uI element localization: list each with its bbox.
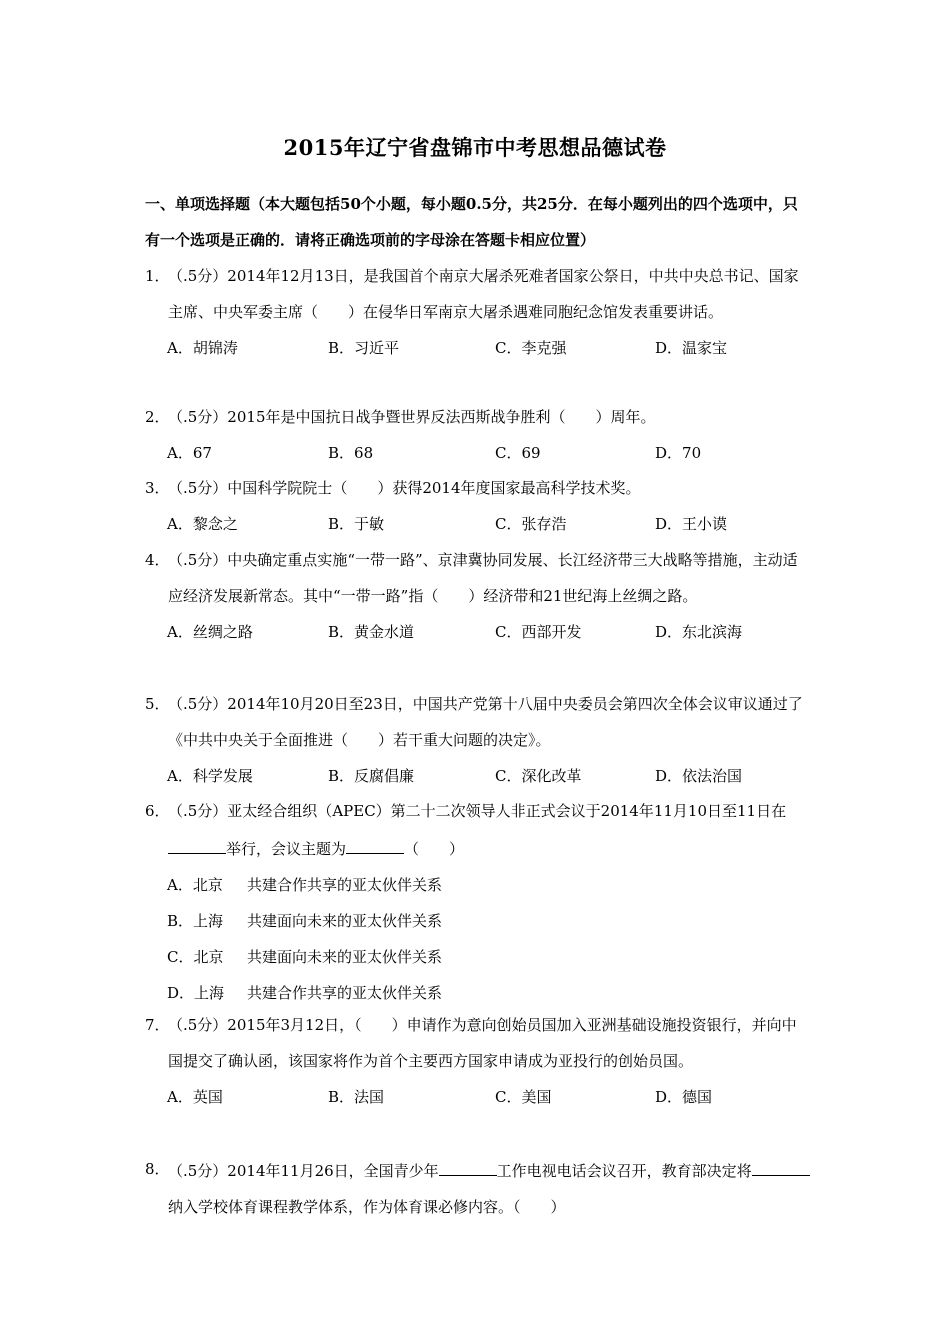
option-row xyxy=(145,506,810,542)
question-2 xyxy=(145,399,810,471)
option-row xyxy=(145,435,810,471)
option-b[interactable]: B．于敏 xyxy=(328,515,385,533)
option-row xyxy=(145,1079,810,1115)
option-b[interactable]: B．68 xyxy=(328,444,374,462)
question-text: 纳入学校体育课程教学体系，作为体育课必修内容。（ ） xyxy=(168,1198,566,1216)
option-a[interactable]: A．丝绸之路 xyxy=(167,623,253,641)
option-c[interactable]: C．深化改革 xyxy=(495,767,582,785)
question-7 xyxy=(145,1007,810,1115)
question-text: （.5分）中央确定重点实施“一带一路”、京津冀协同发展、长江经济带三大战略等措施，主动适应经济发展新常态。其中“一带一路”指（ ）经济带和21世纪海上丝绸之路。 xyxy=(168,551,798,605)
question-text: （.5分）2015年是中国抗日战争暨世界反法西斯战争胜利（ ）周年。 xyxy=(168,408,656,426)
option-b[interactable]: B．习近平 xyxy=(328,339,400,357)
option-d[interactable]: D．70 xyxy=(655,444,702,462)
question-number: 4． xyxy=(145,551,170,569)
question-number: 2． xyxy=(145,408,170,426)
answer-blank[interactable] xyxy=(752,1151,810,1176)
option-c[interactable]: C．69 xyxy=(495,444,541,462)
option-d[interactable]: D．德国 xyxy=(655,1088,713,1106)
option-b[interactable]: B．反腐倡廉 xyxy=(328,767,415,785)
option-d[interactable]: D．依法治国 xyxy=(655,767,743,785)
question-text: （.5分）亚太经合组织（APEC）第二十二次领导人非正式会议于2014年11月10日至11日在 xyxy=(168,802,787,820)
answer-blank[interactable] xyxy=(439,1151,497,1176)
option-row xyxy=(145,330,810,366)
option-c[interactable]: C．北京 共建面向未来的亚太伙伴关系 xyxy=(167,948,443,966)
option-c[interactable]: C．美国 xyxy=(495,1088,552,1106)
question-text: （.5分）2014年12月13日，是我国首个南京大屠杀死难者国家公祭日，中共中央总书记、国家主席、中央军委主席（ ）在侵华日军南京大屠杀遇难同胞纪念馆发表重要讲话。 xyxy=(168,267,799,321)
option-d[interactable]: D．温家宝 xyxy=(655,339,728,357)
option-b[interactable]: B．黄金水道 xyxy=(328,623,415,641)
option-a[interactable]: A．黎念之 xyxy=(167,515,238,533)
question-text: 工作电视电话会议召开，教育部决定将 xyxy=(496,1162,752,1180)
option-c[interactable]: C．张存浩 xyxy=(495,515,567,533)
question-3 xyxy=(145,470,810,542)
question-5 xyxy=(145,686,810,794)
question-number: 3． xyxy=(145,479,170,497)
question-6 xyxy=(145,793,810,1011)
question-text: （.5分）2015年3月12日，（ ）申请作为意向创始员国加入亚洲基础设施投资银行，并向中国提交了确认函，该国家将作为首个主要西方国家申请成为亚投行的创始员国。 xyxy=(168,1016,797,1070)
option-d[interactable]: D．王小谟 xyxy=(655,515,728,533)
question-number: 7． xyxy=(145,1016,170,1034)
question-number: 6． xyxy=(145,802,170,820)
question-8 xyxy=(145,1151,810,1225)
question-text: （.5分）2014年10月20日至23日，中国共产党第十八届中央委员会第四次全体会议审议通过了《中共中央关于全面推进（ ）若干重大问题的决定》。 xyxy=(168,695,803,749)
question-text: （ ） xyxy=(404,840,465,858)
option-b[interactable]: B．上海 共建面向未来的亚太伙伴关系 xyxy=(167,912,443,930)
option-d[interactable]: D．上海 共建合作共享的亚太伙伴关系 xyxy=(167,984,443,1002)
option-c[interactable]: C．西部开发 xyxy=(495,623,582,641)
option-d[interactable]: D．东北滨海 xyxy=(655,623,743,641)
question-1 xyxy=(145,258,810,366)
question-text: （.5分）2014年11月26日，全国青少年 xyxy=(168,1162,439,1180)
page-title: 2015年辽宁省盘锦市中考思想品德试卷 xyxy=(283,135,667,160)
option-row xyxy=(145,758,810,794)
question-4 xyxy=(145,542,810,650)
answer-blank[interactable] xyxy=(346,829,404,854)
answer-blank[interactable] xyxy=(168,829,226,854)
question-text: （.5分）中国科学院院士（ ）获得2014年度国家最高科学技术奖。 xyxy=(168,479,641,497)
question-text: 举行，会议主题为 xyxy=(226,840,347,858)
option-a[interactable]: A．胡锦涛 xyxy=(167,339,238,357)
option-a[interactable]: A．67 xyxy=(167,444,212,462)
question-number: 1． xyxy=(145,267,170,285)
option-a[interactable]: A．北京 共建合作共享的亚太伙伴关系 xyxy=(167,876,443,894)
question-number: 8． xyxy=(145,1160,170,1178)
option-b[interactable]: B．法国 xyxy=(328,1088,385,1106)
section-heading: 一、单项选择题（本大题包括50个小题，每小题0.5分，共25分．在每小题列出的四个选项中，只有一个选项是正确的．请将正确选项前的字母涂在答题卡相应位置） xyxy=(145,195,798,249)
option-a[interactable]: A．科学发展 xyxy=(167,767,253,785)
option-a[interactable]: A．英国 xyxy=(167,1088,223,1106)
option-c[interactable]: C．李克强 xyxy=(495,339,567,357)
option-row xyxy=(145,614,810,650)
question-number: 5． xyxy=(145,695,170,713)
